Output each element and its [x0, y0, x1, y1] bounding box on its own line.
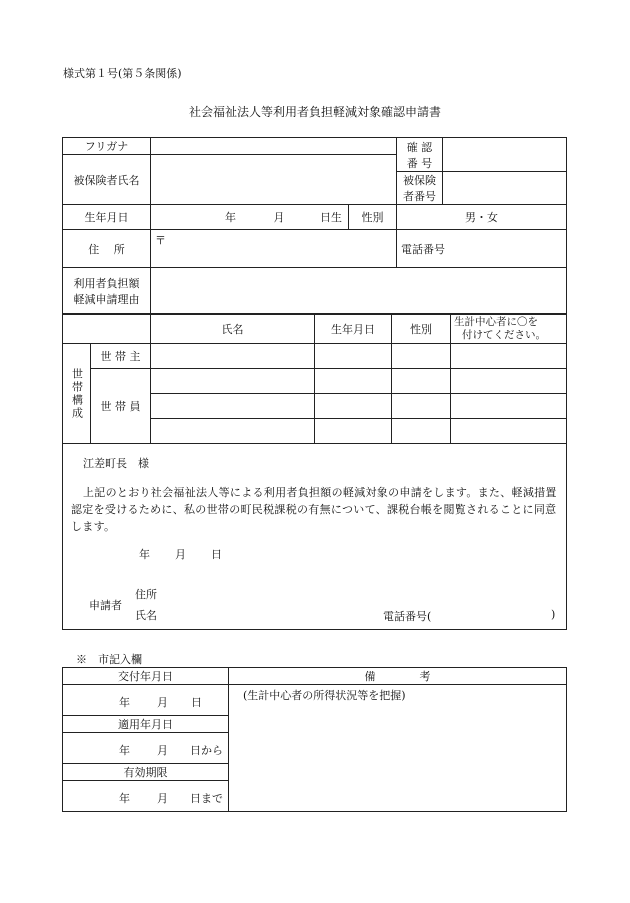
phone-field[interactable]	[397, 230, 567, 268]
reason-label-line1: 利用者負担額	[73, 277, 140, 290]
member-center[interactable]	[451, 419, 567, 444]
applicant-phone-close: )	[551, 608, 556, 621]
issue-date-label: 交付年月日	[63, 668, 229, 685]
valid-day: 日まで	[190, 792, 223, 805]
remarks-note: (生計中心者の所得状況等を把握)	[243, 689, 406, 702]
remarks-label: 備 考	[229, 668, 567, 685]
head-gender[interactable]	[392, 344, 451, 369]
date-year: 年	[139, 548, 150, 561]
valid-year: 年	[119, 792, 130, 805]
member-gender[interactable]	[392, 419, 451, 444]
apply-date-label: 適用年月日	[63, 716, 229, 733]
issue-year: 年	[119, 696, 130, 709]
issue-day: 日	[191, 696, 202, 709]
insured-number-label: 被保険者番号	[397, 172, 443, 205]
household-corner	[63, 314, 151, 344]
issue-date-field[interactable]	[63, 685, 229, 716]
form-number: 様式第１号(第５条関係)	[63, 67, 182, 80]
date-day: 日	[211, 548, 222, 561]
member-center[interactable]	[451, 394, 567, 419]
declaration-box	[62, 444, 567, 630]
applicant-label: 申請者	[89, 599, 122, 612]
insured-number-field[interactable]	[443, 172, 567, 205]
gender-options[interactable]: 男・女	[397, 205, 567, 230]
birth-month: 月	[273, 211, 285, 224]
gender-label: 性別	[349, 205, 397, 230]
member-center[interactable]	[451, 369, 567, 394]
remarks-field[interactable]	[229, 685, 567, 812]
address-field[interactable]	[151, 230, 397, 268]
header-birthdate: 生年月日	[315, 314, 392, 344]
member-name[interactable]	[151, 419, 315, 444]
valid-until-field[interactable]	[63, 781, 229, 812]
applicant-address-label: 住所	[135, 588, 157, 601]
furigana-field[interactable]	[151, 138, 397, 155]
member-name[interactable]	[151, 394, 315, 419]
reason-label	[63, 268, 151, 315]
household-member-label: 世 帯 員	[91, 369, 151, 444]
birthdate-field[interactable]	[151, 205, 349, 230]
apply-month: 月	[157, 744, 168, 757]
date-month: 月	[175, 548, 186, 561]
birthdate-label: 生年月日	[63, 205, 151, 230]
member-gender[interactable]	[392, 394, 451, 419]
household-section-label	[63, 344, 91, 444]
applicant-phone-label: 電話番号(	[383, 610, 432, 623]
apply-date-field[interactable]	[63, 733, 229, 764]
apply-year: 年	[119, 744, 130, 757]
household-head-label: 世 帯 主	[91, 344, 151, 369]
header-name: 氏名	[151, 314, 315, 344]
valid-until-label: 有効期限	[63, 764, 229, 781]
confirmation-number-label: 確 認 番 号	[397, 138, 443, 172]
addressee: 江差町長 様	[83, 457, 149, 470]
applicant-table	[62, 137, 567, 315]
office-section-title: ※ 市記入欄	[76, 653, 142, 666]
birth-year: 年	[225, 211, 236, 224]
reason-label-line2: 軽減申請理由	[73, 293, 140, 306]
postal-mark: 〒	[155, 234, 166, 247]
issue-month: 月	[157, 696, 168, 709]
member-birthdate[interactable]	[315, 419, 392, 444]
address-label: 住 所	[63, 230, 151, 268]
header-center	[451, 314, 567, 344]
applicant-name-label: 氏名	[135, 609, 157, 622]
head-center[interactable]	[451, 344, 567, 369]
member-name[interactable]	[151, 369, 315, 394]
member-birthdate[interactable]	[315, 394, 392, 419]
valid-month: 月	[157, 792, 168, 805]
household-section-text: 世帯構成	[70, 367, 84, 420]
header-center-line1: 生計中心者に〇を	[454, 315, 538, 328]
head-birthdate[interactable]	[315, 344, 392, 369]
header-center-line2: 付けてください。	[462, 328, 546, 341]
header-gender: 性別	[392, 314, 451, 344]
insured-name-label: 被保険者氏名	[63, 155, 151, 205]
apply-day: 日から	[190, 744, 223, 757]
confirmation-number-field[interactable]	[443, 138, 567, 172]
office-table	[62, 667, 567, 812]
furigana-label: フリガナ	[63, 138, 151, 155]
member-gender[interactable]	[392, 369, 451, 394]
reason-field[interactable]	[151, 268, 567, 315]
form-title: 社会福祉法人等利用者負担軽減対象確認申請書	[188, 105, 441, 119]
declaration-body: 上記のとおり社会福祉法人等による利用者負担額の軽減対象の申請をします。また、軽減措置認定を受けるために、私の世帯の町民税課税の有無について、課税台帳を閲覧されることに同意します。	[71, 486, 557, 533]
insured-name-field[interactable]	[151, 155, 397, 205]
phone-label: 電話番号	[401, 242, 445, 256]
member-birthdate[interactable]	[315, 369, 392, 394]
birth-day: 日生	[320, 211, 342, 224]
head-name[interactable]	[151, 344, 315, 369]
household-table	[62, 313, 567, 444]
